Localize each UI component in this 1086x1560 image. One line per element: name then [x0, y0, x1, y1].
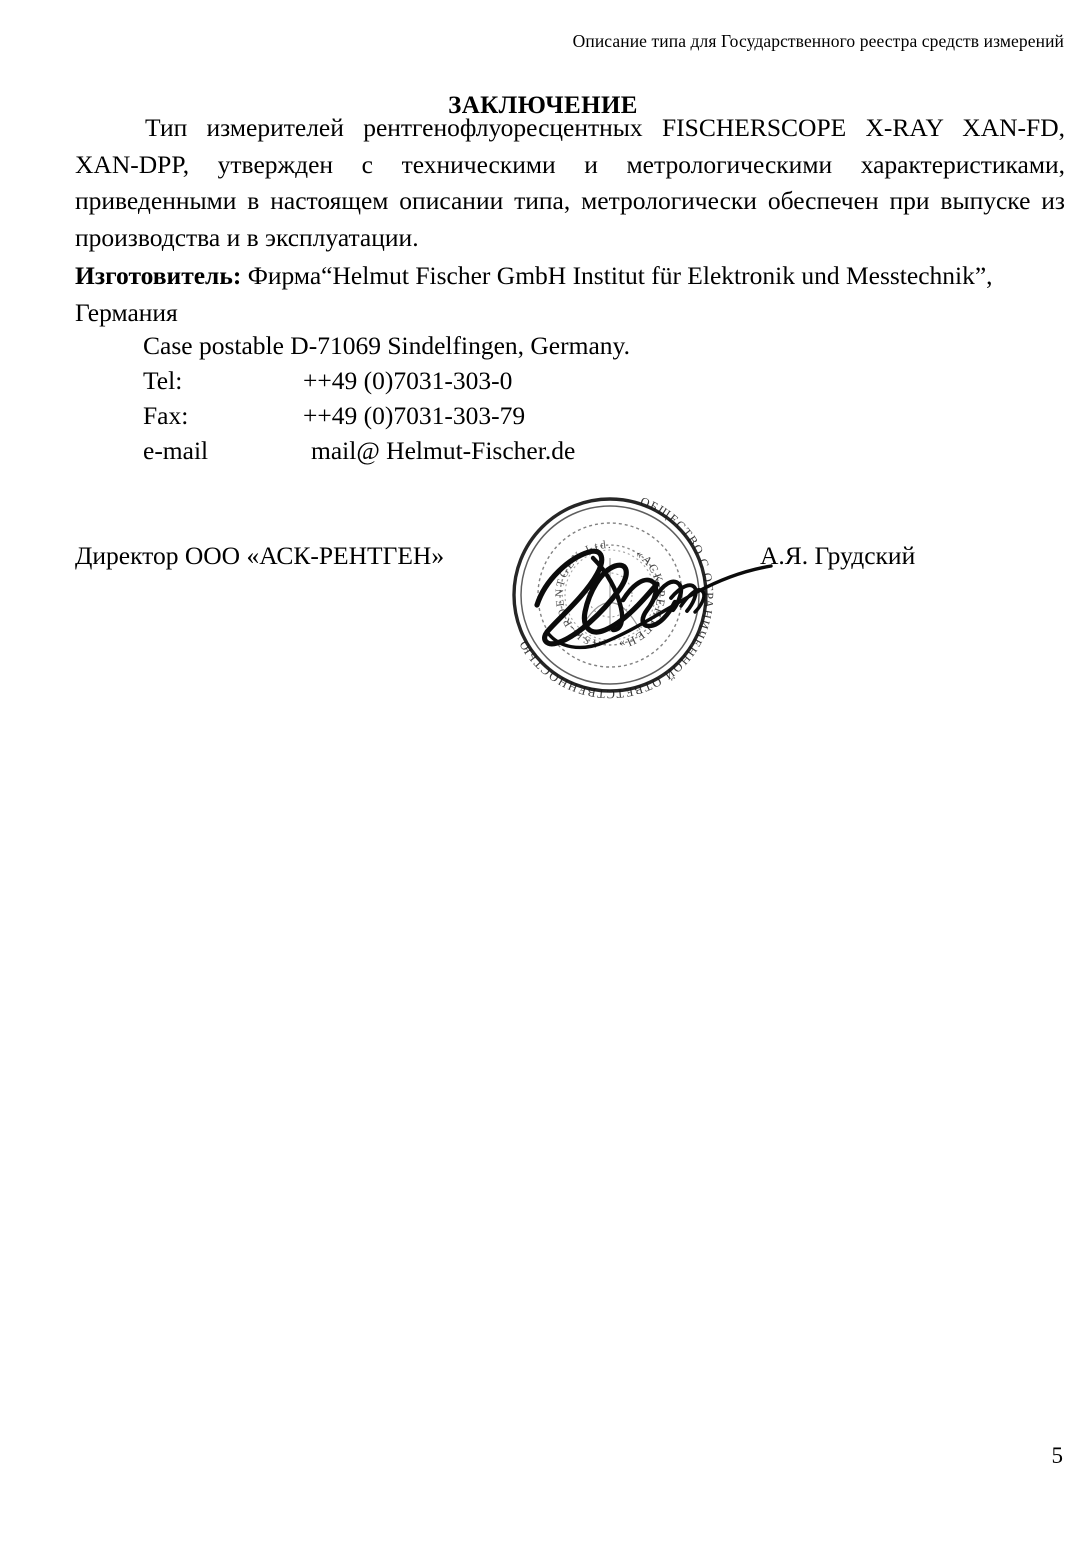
svg-text:«АСК-РЕНТГЕН»: «АСК-РЕНТГЕН» — [616, 546, 669, 653]
running-header: Описание типа для Государственного реестра средств измерений — [572, 31, 1064, 51]
manufacturer-name: Фирма“Helmut Fischer GmbH Institut für Elektronik und Messtechnik”, Германия — [75, 261, 993, 327]
official-stamp-and-signature — [485, 480, 785, 720]
page-number: 5 — [1051, 1443, 1063, 1468]
contact-row-tel — [143, 363, 630, 398]
contact-value-email: mail@ Helmut-Fischer.de — [311, 436, 576, 465]
svg-text:ASK-ROENTGEN Ltd.: ASK-ROENTGEN Ltd. — [553, 538, 613, 651]
svg-text:ОБЩЕСТВО С ОГРАНИЧЕННОЙ ОТВЕТС: ОБЩЕСТВО С ОГРАНИЧЕННОЙ ОТВЕТСТВЕННОСТЬЮ — [516, 494, 717, 702]
page-title: ЗАКЛЮЧЕНИЕ — [448, 91, 638, 119]
contact-row-fax — [143, 398, 630, 433]
conclusion-paragraph: Тип измерителей рентгенофлуоресцентных FISCHERSCOPE X-RAY XAN-FD, XAN-DPP, утвержден с техническими и метрологическими характеристиками, приведенными в настоящем описании типа, метрологически обеспечен при выпуске из производства и в эксплуатации. — [75, 113, 1065, 252]
conclusion-section — [75, 110, 1065, 256]
contact-label-tel: Tel: — [143, 366, 183, 395]
contact-row-email — [143, 433, 630, 468]
signatory-name: А.Я. Грудский — [760, 541, 916, 570]
contact-label-fax: Fax: — [143, 401, 189, 430]
signature-row — [75, 538, 1065, 578]
manufacturer-label: Изготовитель: — [75, 261, 242, 290]
stamp-outer-text — [516, 494, 716, 701]
stamp-icon — [485, 480, 785, 720]
contact-block — [143, 328, 630, 468]
manufacturer-block — [75, 258, 1065, 331]
manufacturer-address: Case postable D-71069 Sindelfingen, Germany. — [143, 331, 630, 360]
contact-value-tel: ++49 (0)7031-303-0 — [303, 366, 513, 395]
contact-label-email: e-mail — [143, 436, 209, 465]
signatory-title: Директор ООО «АСК-РЕНТГЕН» — [75, 541, 445, 570]
contact-value-fax: ++49 (0)7031-303-79 — [303, 401, 526, 430]
stamp-rings — [514, 499, 706, 691]
